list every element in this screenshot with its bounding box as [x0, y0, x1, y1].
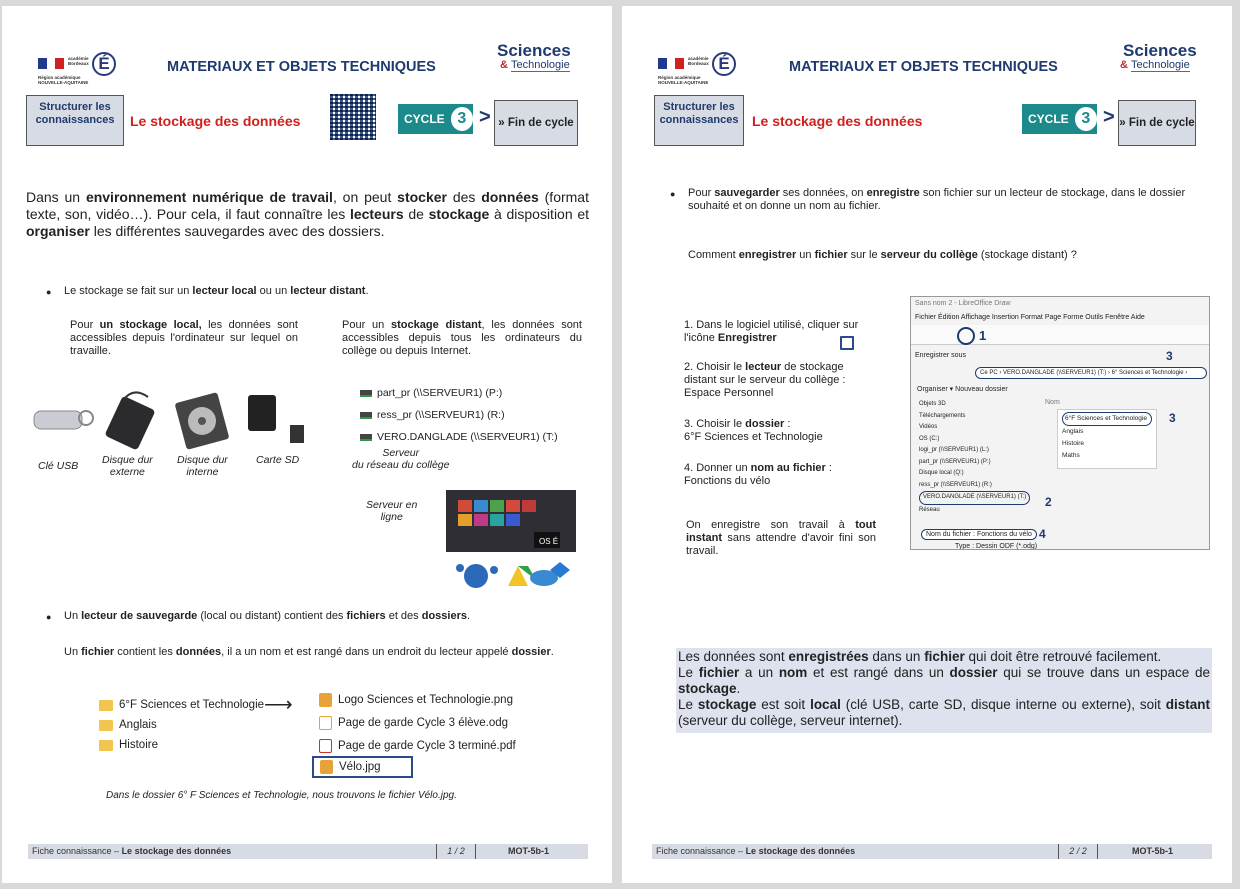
question: Comment enregistrer un fichier sur le serveur du collège (stockage distant) ? [688, 249, 1077, 261]
shot-filename-value: Fonctions du vélo [976, 531, 1032, 538]
region-label: Région académique NOUVELLE-AQUITAINE [658, 75, 709, 85]
folder-icon [99, 740, 113, 751]
distant-paragraph: Pour un stockage distant, les données sont accessibles depuis tous les ordinateurs du collège ou depuis Internet. [342, 319, 582, 357]
caption-internal-disk: Disque dur interne [177, 454, 228, 478]
shot-type-value: Dessin ODF (*.odg) [976, 543, 1038, 550]
drive-label: part_pr (\\SERVEUR1) (P:) [377, 387, 503, 399]
shot-nav-item: Objets 3D [919, 401, 946, 407]
academie-logo: É [712, 52, 736, 76]
structurer-box: Structurer les connaissances [26, 95, 124, 146]
shot-type-label: Type : [955, 543, 975, 550]
footer-page-number: 2 / 2 [1058, 844, 1098, 859]
region-label: Région académique NOUVELLE-AQUITAINE [38, 75, 89, 85]
usb-key-icon [34, 411, 93, 429]
shot-name-column: Nom [1045, 399, 1060, 406]
shot-type-row [955, 543, 1037, 550]
shot-nav-item: logi_pr (\\SERVEUR1) (L:) [919, 447, 989, 453]
folder-icon [99, 700, 113, 711]
bullet-local-distant: Le stockage se fait sur un lecteur local ou un lecteur distant. [64, 285, 369, 297]
folder-label: 6°F Sciences et Technologie [119, 699, 265, 711]
bullet-sauvegarde: Un lecteur de sauvegarde (local ou distant) contient des fichiers et des dossiers. [64, 610, 471, 622]
drive-row [360, 387, 502, 399]
bullet-sauvegarder: Pour sauvegarder ses données, on enregistre son fichier sur un lecteur de stockage, dans le dossier souhaité et on donne un nom au fichier. [688, 187, 1186, 212]
arrow-icon: ⟶ [264, 694, 293, 716]
pdf-file-icon [319, 739, 332, 753]
folder-item [99, 699, 264, 711]
internal-disk-icon [175, 392, 230, 450]
drive-row [360, 431, 558, 443]
network-drive-icon [360, 412, 372, 419]
academie-logo: É [92, 52, 116, 76]
fichier-paragraph: Un fichier contient les données, il a un nom et est rangé dans un endroit du lecteur appelé dossier. [64, 646, 554, 658]
shot-organiser: Organiser ▾ Nouveau dossier [917, 386, 1008, 393]
step-1: 1. Dans le logiciel utilisé, cliquer sur l'icône Enregistrer [684, 319, 859, 344]
summary-box [676, 648, 1212, 733]
shot-folder-selected: 6°F Sciences et Technologie [1062, 412, 1152, 426]
shot-nav-item: Téléchargements [919, 412, 966, 419]
cloud-services-illustration [446, 490, 576, 594]
page-2 [622, 6, 1232, 883]
page-title: MATERIAUX ET OBJETS TECHNIQUES [789, 59, 1058, 75]
shot-nav-pane [919, 399, 1059, 516]
step-3: 3. Choisir le dossier : 6°F Sciences et Technologie [684, 418, 823, 443]
arrow-gt: > [479, 106, 491, 128]
file-label: Vélo.jpg [339, 761, 381, 773]
file-label: Logo Sciences et Technologie.png [338, 694, 513, 706]
shot-nav-item: part_pr (\\SERVEUR1) (P:) [919, 458, 991, 465]
fin-de-cycle-box: » Fin de cycle [1118, 100, 1196, 146]
cycle-number: 3 [1075, 107, 1097, 131]
republique-flag-logo [658, 58, 684, 69]
shot-folder: Maths [1062, 452, 1080, 459]
intro-paragraph: Dans un environnement numérique de travail, on peut stocker des données (format texte, son, vidéo…). Pour cela, il faut connaître les lecteurs de stockage à disposition et organiser les différentes sauvegardes avec des dossiers. [26, 189, 589, 239]
sd-card-icon [248, 395, 304, 443]
file-item [319, 739, 516, 753]
shot-dialog-title: Enregistrer sous [915, 352, 966, 359]
cycle-label: CYCLE [1028, 112, 1069, 126]
bullet-dot: ● [670, 189, 676, 199]
save-icon [840, 336, 854, 350]
sciences-logo-text: Sciences [1123, 41, 1197, 60]
qr-code [330, 94, 376, 140]
footer-title: Fiche connaissance – Le stockage des données [656, 846, 856, 856]
drive-label: VERO.DANGLADE (\\SERVEUR1) (T:) [377, 431, 558, 443]
folder-icon [99, 720, 113, 731]
drive-row [360, 409, 505, 421]
image-file-icon [320, 760, 333, 774]
shot-folder: Histoire [1062, 440, 1085, 447]
shot-marker-2: 2 [1045, 495, 1052, 509]
shot-folder: Anglais [1062, 428, 1084, 435]
caption-online-server: Serveur en ligne [366, 499, 418, 523]
cycle-label: CYCLE [404, 112, 445, 126]
shot-marker-1: 1 [979, 328, 987, 343]
odg-file-icon [319, 716, 332, 730]
drive-label: ress_pr (\\SERVEUR1) (R:) [377, 409, 505, 421]
shot-save-circle [957, 327, 975, 345]
step-2: 2. Choisir le lecteur de stockage distant sur le serveur du collège : Espace Personnel [684, 361, 846, 399]
instant-paragraph: On enregistre son travail à tout instant sans attendre d'avoir fini son travail. [686, 519, 876, 557]
shot-nav-item: Vidéos [919, 424, 938, 430]
page-title: MATERIAUX ET OBJETS TECHNIQUES [167, 59, 436, 75]
shot-toolbar [911, 325, 1210, 345]
network-drive-icon [360, 390, 372, 397]
file-label: Page de garde Cycle 3 élève.odg [338, 717, 509, 729]
summary-line: Les données sont enregistrées dans un fichier qui doit être retrouvé facilement. [678, 649, 1162, 664]
local-paragraph: Pour un stockage local, les données sont accessibles depuis l'ordinateur sur lequel on travaille. [70, 319, 298, 357]
shot-path-bar: Ce PC › VERO.DANGLADE (\\SERVEUR1) (T:) › 6° Sciences et Technologie › [975, 367, 1207, 379]
amp-logo: & [500, 59, 508, 71]
shot-menu: Fichier Édition Affichage Insertion Format Page Forme Outils Fenêtre Aide [915, 314, 1145, 321]
shot-folder-list [1057, 409, 1157, 469]
republique-flag-logo [38, 58, 64, 69]
cycle-badge [398, 104, 473, 134]
save-dialog-screenshot [910, 296, 1210, 550]
shot-filename-row [921, 529, 1037, 540]
cycle-number: 3 [451, 107, 473, 131]
bullet-dot: ● [46, 612, 52, 622]
academie-label: académie Bordeaux [68, 56, 89, 66]
footer-code: MOT-5b-1 [1132, 846, 1174, 856]
arrow-gt: > [1103, 106, 1115, 128]
footer [28, 844, 588, 859]
technologie-logo-text: Technologie [511, 59, 570, 71]
file-item [319, 693, 513, 707]
caption-usb: Clé USB [38, 460, 79, 472]
caption-server: Serveur du réseau du collège [352, 447, 450, 471]
summary-line: Le stockage est soit local (clé USB, carte SD, disque interne ou externe), soit distant (serveur du collège, serveur internet). [678, 697, 1210, 728]
page-1 [2, 6, 612, 883]
shot-marker-3b: 3 [1169, 411, 1176, 425]
structurer-box: Structurer les connaissances [654, 95, 744, 146]
technologie-logo-text: Technologie [1131, 59, 1190, 71]
subject-title: Le stockage des données [752, 113, 923, 129]
footer [652, 844, 1212, 859]
academie-label: académie Bordeaux [688, 56, 709, 66]
shot-filename-label: Nom du fichier : [926, 531, 976, 538]
folder-label: Anglais [119, 719, 157, 731]
image-file-icon [319, 693, 332, 707]
network-drive-icon [360, 434, 372, 441]
folder-item [99, 719, 157, 731]
shot-marker-4: 4 [1039, 527, 1046, 541]
amp-logo: & [1120, 59, 1128, 71]
bullet-dot: ● [46, 287, 52, 297]
example-caption: Dans le dossier 6° F Sciences et Technologie, nous trouvons le fichier Vélo.jpg. [106, 790, 457, 801]
folder-item [99, 739, 158, 751]
shot-titlebar: Sans nom 2 - LibreOffice Draw [915, 300, 1011, 307]
shot-nav-item-selected: VERO.DANGLADE (\\SERVEUR1) (T:) [919, 491, 1030, 505]
shot-nav-item: ress_pr (\\SERVEUR1) (R:) [919, 481, 992, 488]
fin-de-cycle-box: » Fin de cycle [494, 100, 578, 146]
shot-nav-item: OS (C:) [919, 435, 940, 442]
svg-text:OS É: OS É [539, 537, 559, 546]
file-label: Page de garde Cycle 3 terminé.pdf [338, 740, 516, 752]
footer-title: Fiche connaissance – Le stockage des données [32, 846, 232, 856]
file-item-highlighted [312, 756, 413, 778]
external-disk-icon [104, 392, 155, 450]
folder-label: Histoire [119, 739, 158, 751]
shot-nav-item: Disque local (Q:) [919, 470, 964, 476]
caption-sd: Carte SD [256, 454, 300, 466]
cycle-badge [1022, 104, 1097, 134]
summary-line: Le fichier a un nom et est rangé dans un dossier qui se trouve dans un espace de stockage. [678, 665, 1210, 696]
step-4: 4. Donner un nom au fichier : Fonctions du vélo [684, 462, 832, 487]
shot-nav-item: Réseau [919, 506, 940, 513]
footer-code: MOT-5b-1 [508, 846, 550, 856]
file-item [319, 716, 508, 730]
shot-marker-3: 3 [1166, 349, 1173, 363]
caption-external-disk: Disque dur externe [102, 454, 153, 478]
subject-title: Le stockage des données [130, 113, 301, 129]
sciences-logo-text: Sciences [497, 41, 571, 60]
footer-page-number: 1 / 2 [436, 844, 476, 859]
storage-devices-illustration [28, 391, 318, 451]
